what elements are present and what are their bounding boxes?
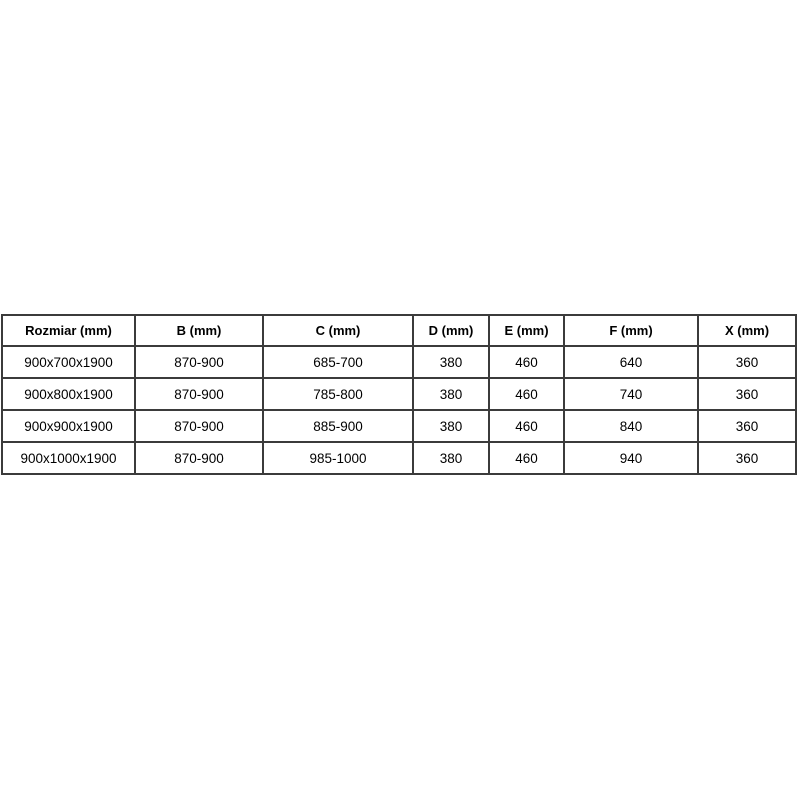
header-cell-b: B (mm) — [135, 315, 263, 346]
header-cell-f: F (mm) — [564, 315, 698, 346]
size-spec-table — [1, 314, 797, 475]
size-spec-table-container — [1, 314, 795, 475]
cell-rozmiar: 900x700x1900 — [2, 346, 135, 378]
header-cell-d: D (mm) — [413, 315, 489, 346]
header-cell-e: E (mm) — [489, 315, 564, 346]
cell-f: 740 — [564, 378, 698, 410]
cell-c: 885-900 — [263, 410, 413, 442]
cell-b: 870-900 — [135, 442, 263, 474]
cell-rozmiar: 900x800x1900 — [2, 378, 135, 410]
header-cell-x: X (mm) — [698, 315, 796, 346]
cell-rozmiar: 900x1000x1900 — [2, 442, 135, 474]
table-row — [2, 442, 796, 474]
cell-x: 360 — [698, 378, 796, 410]
cell-d: 380 — [413, 442, 489, 474]
cell-c: 785-800 — [263, 378, 413, 410]
cell-d: 380 — [413, 410, 489, 442]
cell-d: 380 — [413, 378, 489, 410]
table-row — [2, 410, 796, 442]
cell-b: 870-900 — [135, 410, 263, 442]
header-cell-c: C (mm) — [263, 315, 413, 346]
table-header-row — [2, 315, 796, 346]
cell-e: 460 — [489, 378, 564, 410]
cell-c: 685-700 — [263, 346, 413, 378]
cell-d: 380 — [413, 346, 489, 378]
cell-e: 460 — [489, 346, 564, 378]
cell-e: 460 — [489, 410, 564, 442]
cell-b: 870-900 — [135, 346, 263, 378]
cell-f: 840 — [564, 410, 698, 442]
cell-b: 870-900 — [135, 378, 263, 410]
cell-x: 360 — [698, 410, 796, 442]
cell-e: 460 — [489, 442, 564, 474]
cell-f: 640 — [564, 346, 698, 378]
table-row — [2, 378, 796, 410]
cell-rozmiar: 900x900x1900 — [2, 410, 135, 442]
cell-f: 940 — [564, 442, 698, 474]
cell-c: 985-1000 — [263, 442, 413, 474]
header-cell-rozmiar: Rozmiar (mm) — [2, 315, 135, 346]
table-row — [2, 346, 796, 378]
cell-x: 360 — [698, 442, 796, 474]
cell-x: 360 — [698, 346, 796, 378]
